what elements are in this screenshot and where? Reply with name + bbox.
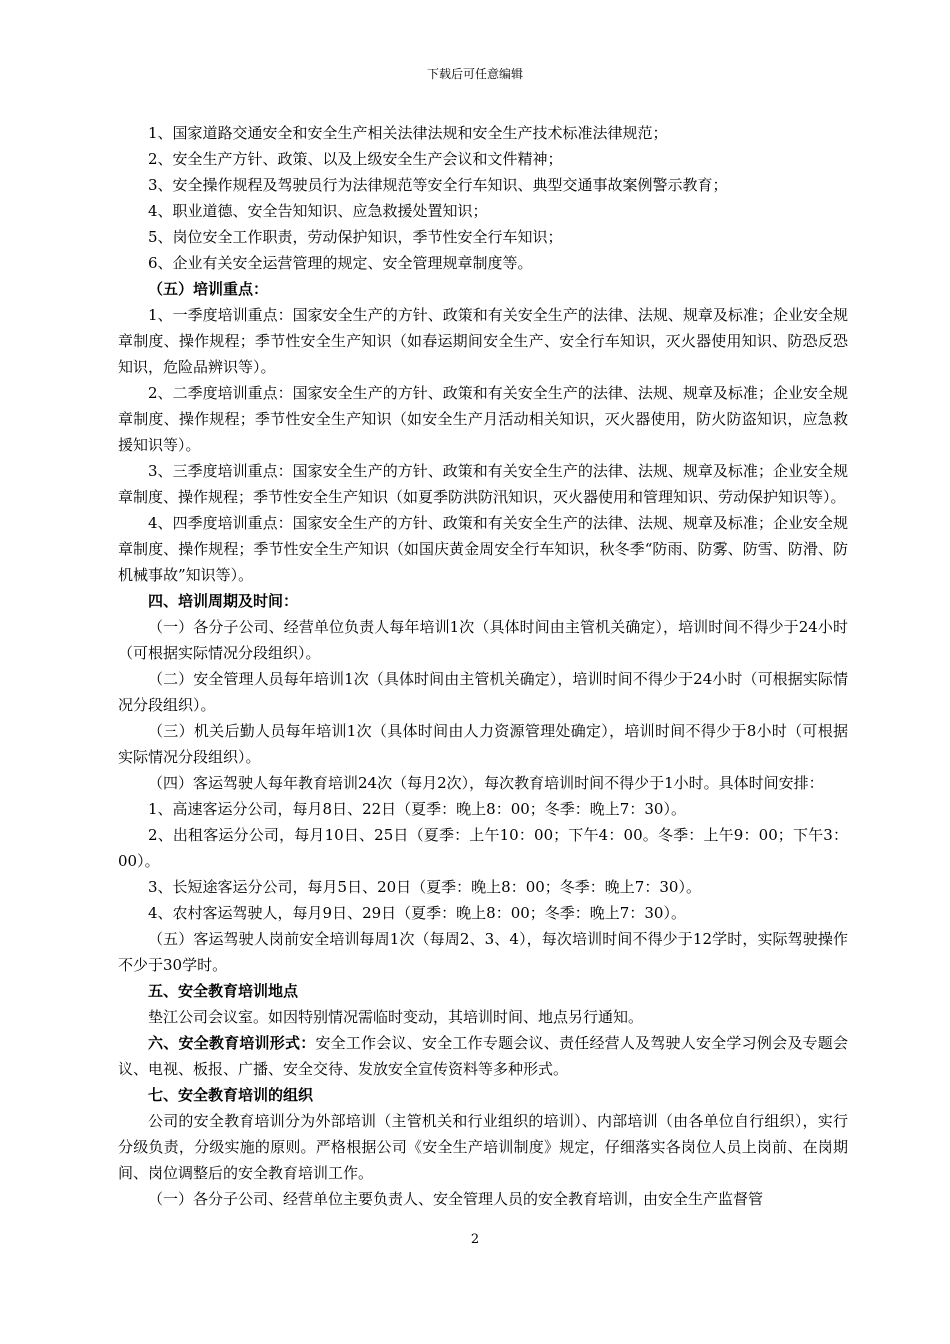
section-heading: 四、培训周期及时间： <box>148 592 299 610</box>
document-body <box>118 120 848 1212</box>
paragraph: 3、安全操作规程及驾驶员行为法律规范等安全行车知识、典型交通事故案例警示教育； <box>148 176 728 194</box>
paragraph: （一）各分子公司、经营单位负责人每年培训1次（具体时间由主管机关确定），培训时间不得少于24小时（可根据实际情况分段组织）。 <box>118 618 848 662</box>
paragraph: （一）各分子公司、经营单位主要负责人、安全管理人员的安全教育培训，由安全生产监督管 <box>148 1190 764 1208</box>
paragraph: 5、岗位安全工作职责，劳动保护知识，季节性安全行车知识； <box>148 228 563 246</box>
paragraph: 3、三季度培训重点：国家安全生产的方针、政策和有关安全生产的法律、法规、规章及标准；企业安全规章制度、操作规程；季节性安全生产知识（如夏季防洪防汛知识，灭火器使用和管理知识、劳动保护知识等）。 <box>118 462 848 506</box>
section-heading: 七、安全教育培训的组织 <box>148 1086 314 1104</box>
paragraph: 6、企业有关安全运营管理的规定、安全管理规章制度等。 <box>148 254 533 272</box>
section-heading: 五、安全教育培训地点 <box>148 982 299 1000</box>
paragraph: （五）客运驾驶人岗前安全培训每周1次（每周2、3、4），每次培训时间不得少于12学时，实际驾驶操作不少于30学时。 <box>118 930 848 974</box>
paragraph: （二）安全管理人员每年培训1次（具体时间由主管机关确定），培训时间不得少于24小时（可根据实际情况分段组织）。 <box>118 670 848 714</box>
paragraph: （四）客运驾驶人每年教育培训24次（每月2次），每次教育培训时间不得少于1小时。具体时间安排： <box>148 774 824 792</box>
paragraph: 2、二季度培训重点：国家安全生产的方针、政策和有关安全生产的法律、法规、规章及标准；企业安全规章制度、操作规程；季节性安全生产知识（如安全生产月活动相关知识，灭火器使用，防火防盗知识，应急救援知识等）。 <box>118 384 848 454</box>
paragraph <box>118 1030 848 1082</box>
page-number: 2 <box>470 1232 480 1247</box>
section-heading: （五）培训重点： <box>148 280 269 298</box>
paragraph: 公司的安全教育培训分为外部培训（主管机关和行业组织的培训）、内部培训（由各单位自行组织），实行分级负责，分级实施的原则。严格根据公司《安全生产培训制度》规定，仔细落实各岗位人员上岗前、在岗期间、岗位调整后的安全教育培训工作。 <box>118 1112 848 1182</box>
paragraph: 1、一季度培训重点：国家安全生产的方针、政策和有关安全生产的法律、法规、规章及标准；企业安全规章制度、操作规程；季节性安全生产知识（如春运期间安全生产、安全行车知识，灭火器使用知识、防恐反恐知识，危险品辨识等）。 <box>118 306 848 376</box>
page-header: 下载后可任意编辑 <box>426 67 523 81</box>
inline-heading: 六、安全教育培训形式： <box>148 1034 316 1052</box>
paragraph: 垫江公司会议室。如因特别情况需临时变动，其培训时间、地点另行通知。 <box>148 1008 644 1026</box>
paragraph: 1、高速客运分公司，每月8日、22日（夏季：晚上8：00；冬季：晚上7：30）。 <box>148 800 686 818</box>
paragraph: 2、出租客运分公司，每月10日、25日（夏季：上午10：00；下午4：00。冬季：上午9：00；下午3：00）。 <box>118 826 848 870</box>
paragraph-text: 安全工作会议、安全工作专题会议、责任经营人及驾驶人安全学习例会及专题会议、电视、板报、广播、安全交待、发放安全宣传资料等多种形式。 <box>118 1034 848 1078</box>
paragraph: 1、国家道路交通安全和安全生产相关法律法规和安全生产技术标准法律规范； <box>148 124 668 142</box>
paragraph: 4、四季度培训重点：国家安全生产的方针、政策和有关安全生产的法律、法规、规章及标准；企业安全规章制度、操作规程；季节性安全生产知识（如国庆黄金周安全行车知识，秋冬季“防雨、防雾、防雪、防滑、防机械事故”知识等）。 <box>118 514 848 584</box>
paragraph: 4、职业道德、安全告知知识、应急救援处置知识； <box>148 202 488 220</box>
paragraph: 2、安全生产方针、政策、以及上级安全生产会议和文件精神； <box>148 150 563 168</box>
paragraph: 3、长短途客运分公司，每月5日、20日（夏季：晚上8：00；冬季：晚上7：30）。 <box>148 878 701 896</box>
paragraph: 4、农村客运驾驶人，每月9日、29日（夏季：晚上8：00；冬季：晚上7：30）。 <box>148 904 686 922</box>
paragraph: （三）机关后勤人员每年培训1次（具体时间由人力资源管理处确定），培训时间不得少于8小时（可根据实际情况分段组织）。 <box>118 722 848 766</box>
